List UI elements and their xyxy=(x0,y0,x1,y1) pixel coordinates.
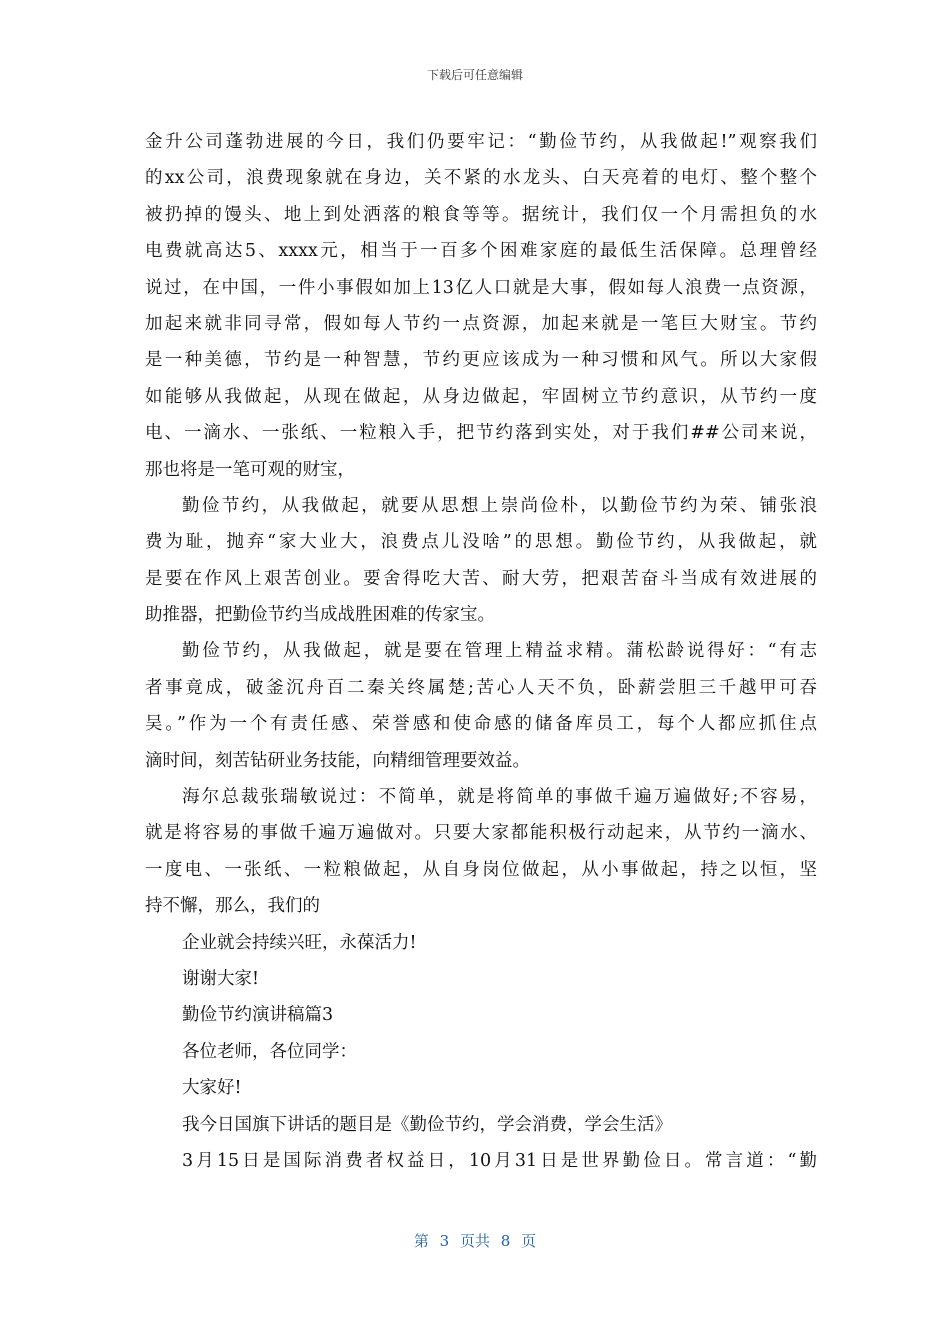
body-line: 勤俭节约，从我做起，就要从思想上崇尚俭朴，以勤俭节约为荣、铺张浪 xyxy=(182,495,817,516)
body-line: 大家好! xyxy=(182,1078,242,1099)
document-body xyxy=(145,124,817,1179)
body-line: 各位老师，各位同学： xyxy=(182,1041,357,1062)
section-heading: 勤俭节约演讲稿篇3 xyxy=(182,1005,334,1026)
body-line: 费为耻，抛弃“家大业大，浪费点儿没啥”的思想。勤俭节约，从我做起，就 xyxy=(145,532,817,553)
body-line: 就是将容易的事做千遍万遍做对。只要大家都能积极行动起来，从节约一滴水、 xyxy=(145,823,817,844)
body-line: 一度电、一张纸、一粒粮做起，从自身岗位做起，从小事做起，持之以恒，坚 xyxy=(145,859,817,880)
body-line: 吴。”作为一个有责任感、荣誉感和使命感的储备库员工，每个人都应抓住点 xyxy=(145,714,817,735)
body-line: 如能够从我做起，从现在做起，从身边做起，牢固树立节约意识，从节约一度 xyxy=(145,386,817,407)
body-line: 持不懈，那么，我们的 xyxy=(145,896,320,917)
body-line: 的xx公司，浪费现象就在身边，关不紧的水龙头、白天亮着的电灯、整个整个 xyxy=(145,168,817,189)
body-line: 那也将是一笔可观的财宝， xyxy=(145,459,355,480)
body-line: 被扔掉的馒头、地上到处洒落的粮食等等。据统计，我们仅一个月需担负的水 xyxy=(145,204,817,225)
body-line: 企业就会持续兴旺，永葆活力! xyxy=(182,932,417,953)
body-line: 滴时间，刻苦钻研业务技能，向精细管理要效益。 xyxy=(145,750,530,771)
body-line: 电费就高达5、xxxx元，相当于一百多个困难家庭的最低生活保障。总理曾经 xyxy=(145,241,817,262)
page-footer: 第 3 页共 8 页 xyxy=(413,1232,537,1250)
body-line: 勤俭节约，从我做起，就是要在管理上精益求精。蒲松龄说得好：“有志 xyxy=(182,641,817,662)
body-line: 是要在作风上艰苦创业。要舍得吃大苦、耐大劳，把艰苦奋斗当成有效进展的 xyxy=(145,568,817,589)
body-line: 金升公司蓬勃进展的今日，我们仍要牢记：“勤俭节约，从我做起!”观察我们 xyxy=(145,132,817,152)
body-line: 者事竟成，破釜沉舟百二秦关终属楚;苦心人天不负，卧薪尝胆三千越甲可吞 xyxy=(145,677,817,698)
body-line: 海尔总裁张瑞敏说过：不简单，就是将简单的事做千遍万遍做好;不容易， xyxy=(182,787,817,808)
body-line: 说过，在中国，一件小事假如加上13亿人口就是大事，假如每人浪费一点资源， xyxy=(145,277,817,298)
page-header: 下载后可任意编辑 xyxy=(426,68,523,82)
body-line: 3月15日是国际消费者权益日，10月31日是世界勤俭日。常言道：“勤 xyxy=(182,1150,817,1171)
body-line: 是一种美德，节约是一种智慧，节约更应该成为一种习惯和风气。所以大家假 xyxy=(145,350,817,371)
body-line: 谢谢大家! xyxy=(182,968,260,989)
body-line: 电、一滴水、一张纸、一粒粮入手，把节约落到实处，对于我们##公司来说， xyxy=(145,423,817,444)
body-line: 我今日国旗下讲话的题目是《勤俭节约，学会消费，学会生活》 xyxy=(182,1114,672,1135)
body-line: 加起来就非同寻常，假如每人节约一点资源，加起来就是一笔巨大财宝。节约 xyxy=(145,313,817,334)
body-line: 助推器，把勤俭节约当成战胜困难的传家宝。 xyxy=(145,605,495,626)
